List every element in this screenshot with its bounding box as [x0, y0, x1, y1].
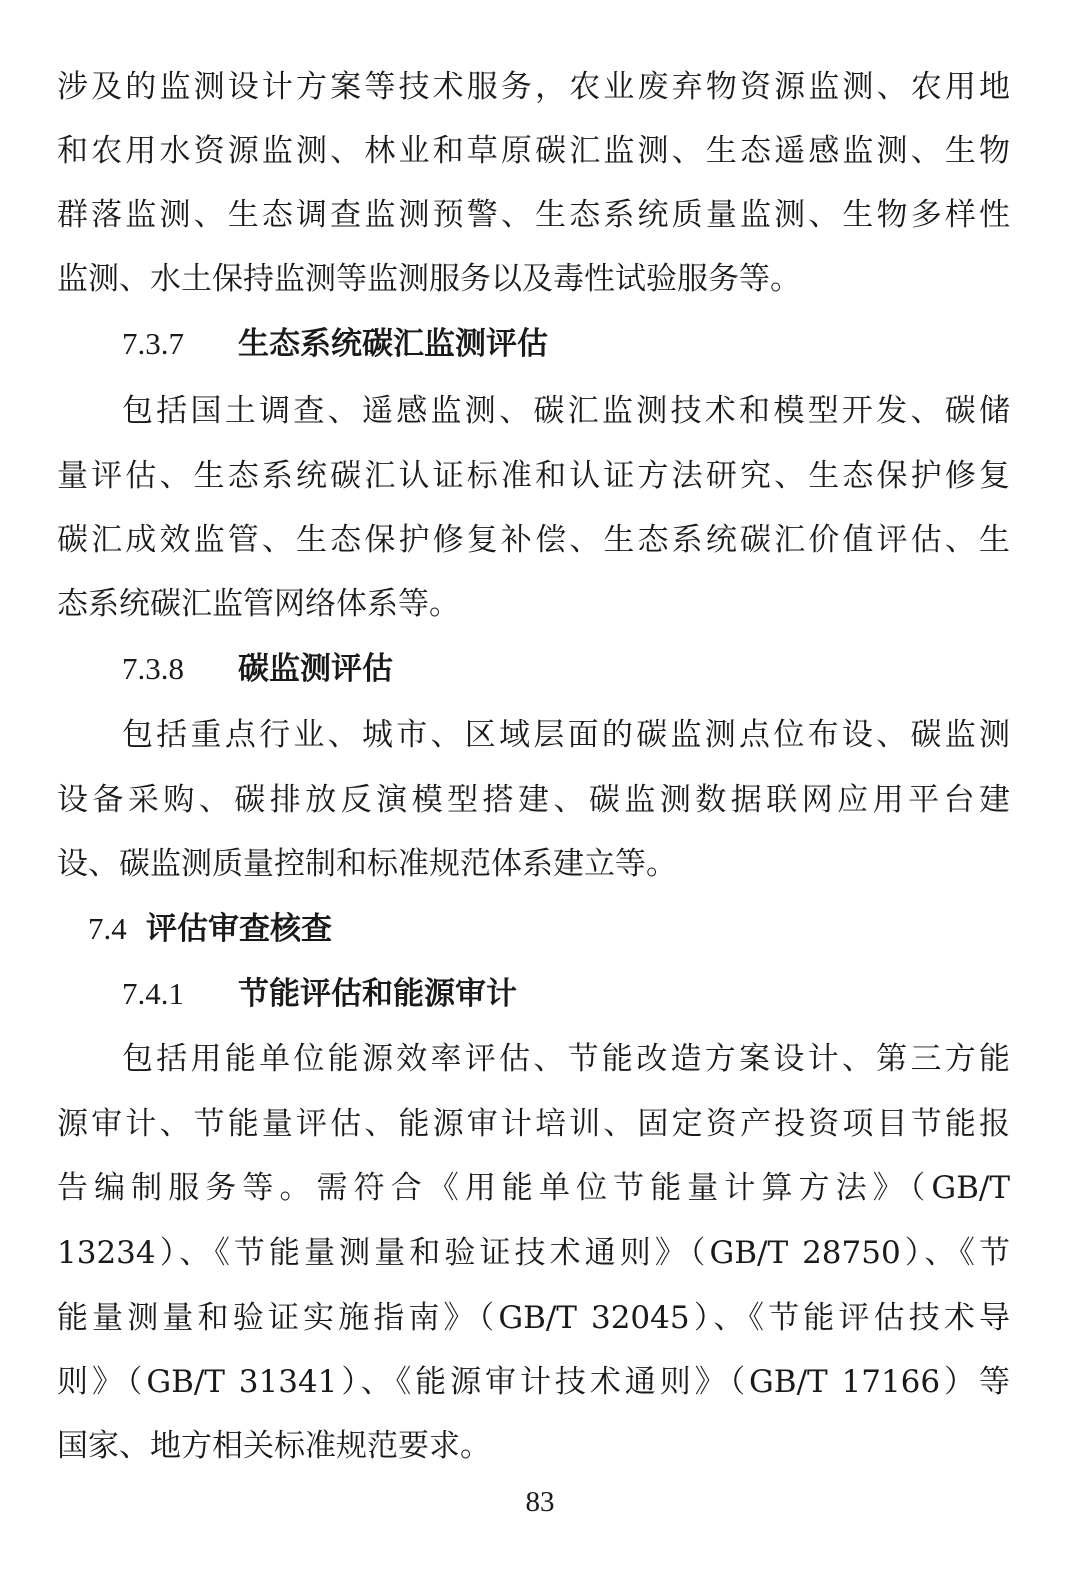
section-number: 7.4	[88, 911, 127, 946]
paragraph-line: 13234）、《节能量测量和验证技术通则》（GB/T 28750）、《节	[57, 1235, 1010, 1271]
paragraph-line: 态系统碳汇监管网络体系等。	[57, 586, 460, 622]
section-number: 7.3.8	[122, 651, 184, 686]
paragraph-line: 源审计、节能量评估、能源审计培训、固定资产投资项目节能报	[57, 1106, 1010, 1142]
paragraph-line: 国家、地方相关标准规范要求。	[57, 1428, 491, 1464]
paragraph-line: 能量测量和验证实施指南》（GB/T 32045）、《节能评估技术导	[57, 1300, 1010, 1336]
section-heading-7-3-8	[122, 644, 393, 694]
section-title: 生态系统碳汇监测评估	[238, 326, 548, 362]
section-heading-7-4-1	[122, 969, 517, 1019]
paragraph-line: 设、碳监测质量控制和标准规范体系建立等。	[57, 846, 677, 882]
paragraph-line: 监测、水土保持监测等监测服务以及毒性试验服务等。	[57, 261, 801, 297]
paragraph-line: 则》（GB/T 31341）、《能源审计技术通则》（GB/T 17166）等	[57, 1364, 1010, 1400]
paragraph-line: 包括用能单位能源效率评估、节能改造方案设计、第三方能	[122, 1041, 1010, 1077]
paragraph-line: 设备采购、碳排放反演模型搭建、碳监测数据联网应用平台建	[57, 782, 1010, 818]
section-title: 评估审查核查	[146, 911, 332, 947]
paragraph-line: 和农用水资源监测、林业和草原碳汇监测、生态遥感监测、生物	[57, 133, 1010, 169]
section-heading-7-4	[88, 904, 332, 954]
paragraph-line: 包括重点行业、城市、区域层面的碳监测点位布设、碳监测	[122, 717, 1010, 753]
paragraph-line: 涉及的监测设计方案等技术服务，农业废弃物资源监测、农用地	[57, 69, 1010, 105]
section-title: 节能评估和能源审计	[238, 976, 517, 1012]
section-number: 7.4.1	[122, 976, 184, 1011]
paragraph-line: 量评估、生态系统碳汇认证标准和认证方法研究、生态保护修复	[57, 458, 1010, 494]
page-number: 83	[525, 1486, 555, 1518]
section-heading-7-3-7	[122, 319, 548, 369]
section-number: 7.3.7	[122, 326, 184, 361]
paragraph-line: 群落监测、生态调查监测预警、生态系统质量监测、生物多样性	[57, 197, 1010, 233]
paragraph-line: 包括国土调查、遥感监测、碳汇监测技术和模型开发、碳储	[122, 393, 1010, 429]
section-title: 碳监测评估	[238, 651, 393, 687]
paragraph-line: 告编制服务等。需符合《用能单位节能量计算方法》（GB/T	[57, 1170, 1010, 1206]
paragraph-line: 碳汇成效监管、生态保护修复补偿、生态系统碳汇价值评估、生	[57, 522, 1010, 558]
